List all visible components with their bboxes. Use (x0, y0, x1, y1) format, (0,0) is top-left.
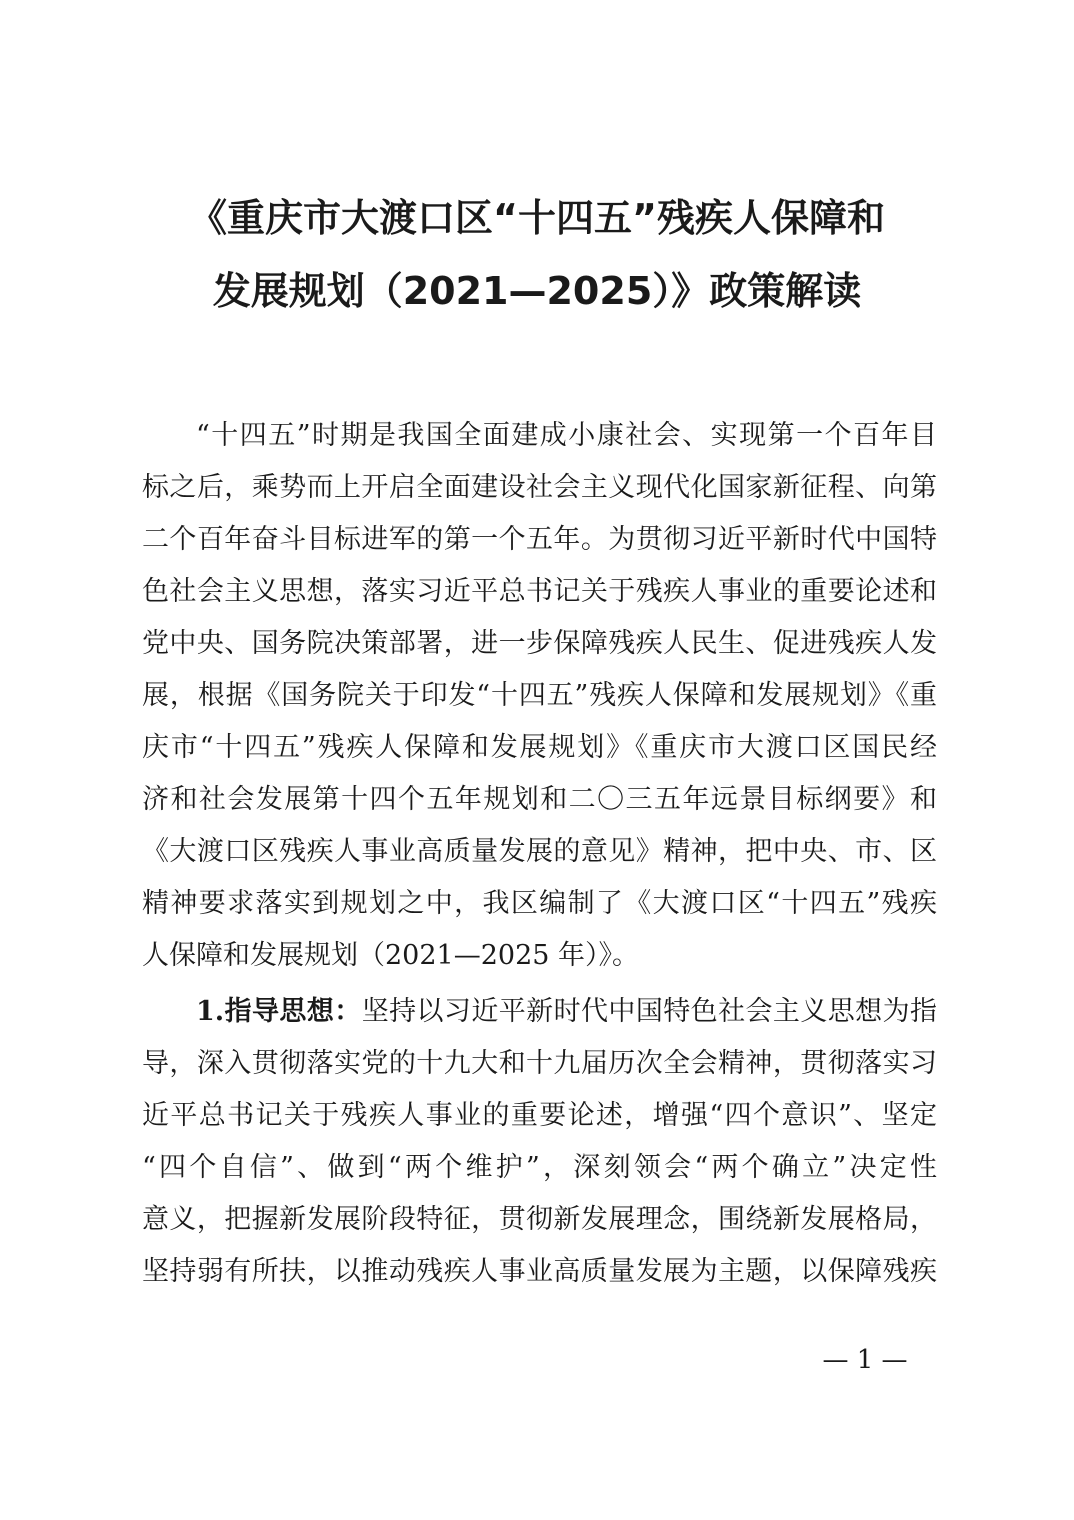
paragraph-line: 二个百年奋斗目标进军的第一个五年。为贯彻习近平新时代中国特 (142, 524, 937, 555)
paragraph-line: 庆市“十四五”残疾人保障和发展规划》《重庆市大渡口区国民经 (142, 732, 937, 763)
paragraph-line: 济和社会发展第十四个五年规划和二〇三五年远景目标纲要》和 (142, 784, 937, 815)
title-line-2: 发展规划（2021—2025）》政策解读 (212, 269, 862, 313)
title-line-1: 《重庆市大渡口区“十四五”残疾人保障和 (189, 196, 885, 240)
paragraph-line: “十四五”时期是我国全面建成小康社会、实现第一个百年目 (196, 420, 937, 451)
paragraph-line: 坚持弱有所扶，以推动残疾人事业高质量发展为主题，以保障残疾 (142, 1256, 937, 1287)
paragraph-line: 导，深入贯彻落实党的十九大和十九届历次全会精神，贯彻落实习 (142, 1048, 937, 1079)
paragraph-line: “四个自信”、做到“两个维护”，深刻领会“两个确立”决定性 (142, 1152, 937, 1183)
paragraph-line: 《大渡口区残疾人事业高质量发展的意见》精神，把中央、市、区 (142, 836, 937, 867)
paragraph-line: 党中央、国务院决策部署，进一步保障残疾人民生、促进残疾人发 (142, 628, 937, 659)
paragraph-line: 人保障和发展规划（2021—2025 年）》。 (142, 940, 640, 971)
paragraph-line: 展，根据《国务院关于印发“十四五”残疾人保障和发展规划》《重 (142, 680, 937, 711)
paragraph-line: 标之后，乘势而上开启全面建设社会主义现代化国家新征程、向第 (142, 472, 937, 503)
section-heading: 1.指导思想： (196, 996, 362, 1027)
paragraph-line: 精神要求落实到规划之中，我区编制了《大渡口区“十四五”残疾 (142, 888, 937, 919)
paragraph-line: 近平总书记关于残疾人事业的重要论述，增强“四个意识”、坚定 (142, 1100, 937, 1131)
paragraph-line: 意义，把握新发展阶段特征，贯彻新发展理念，围绕新发展格局， (142, 1204, 937, 1235)
paragraph-text: 坚持以习近平新时代中国特色社会主义思想为指 (361, 996, 938, 1027)
paragraph-line: 色社会主义思想，落实习近平总书记关于残疾人事业的重要论述和 (142, 576, 937, 607)
page-number: — 1 — (822, 1345, 908, 1375)
paragraph-first-line (196, 986, 937, 1038)
